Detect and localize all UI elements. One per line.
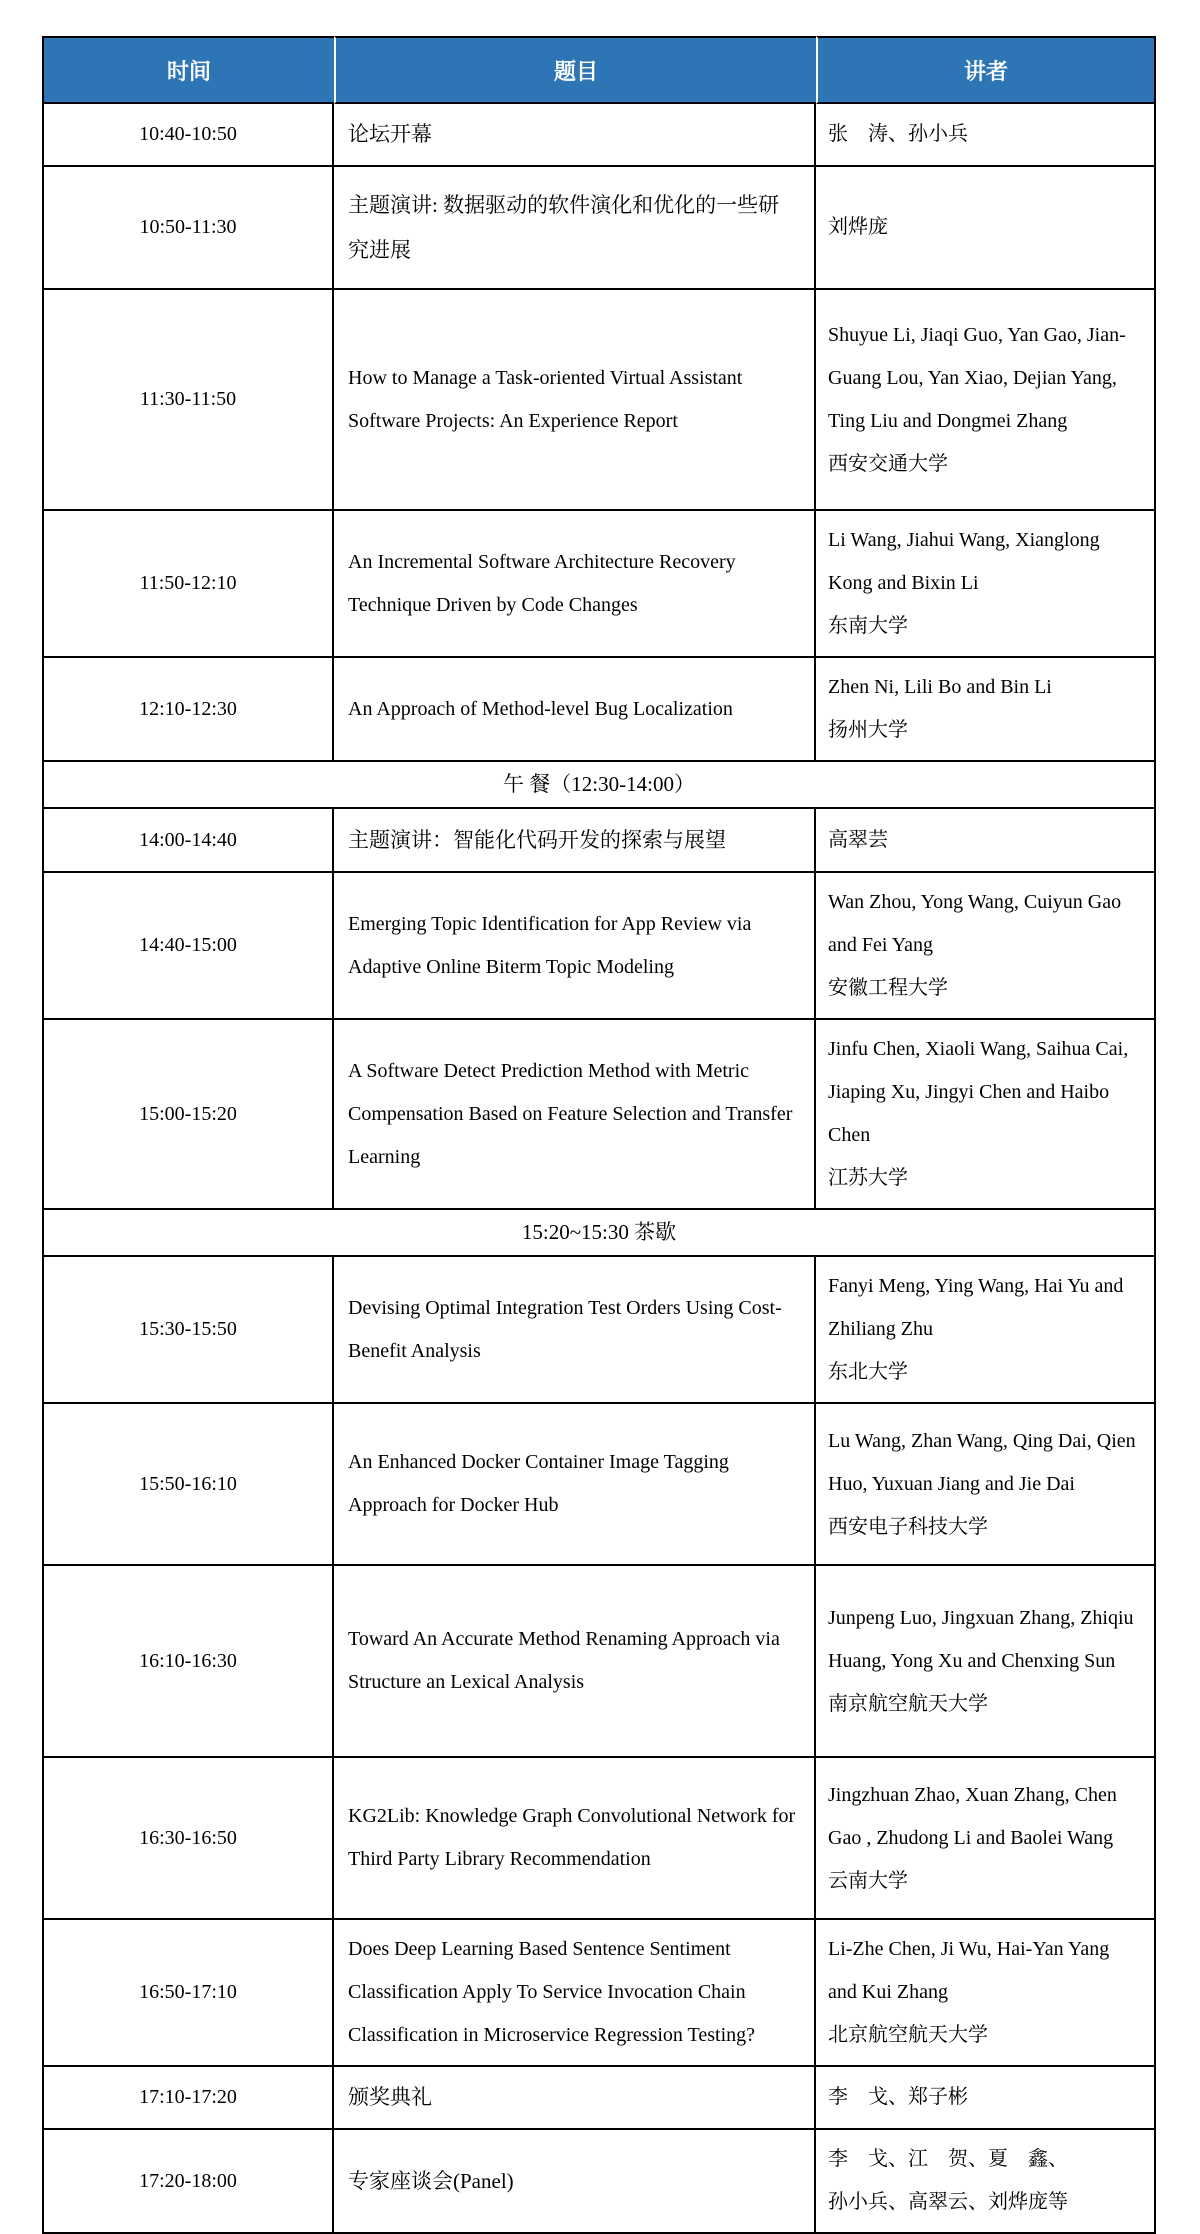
- speaker-names: Li Wang, Jiahui Wang, Xianglong Kong and Bixin Li: [828, 529, 1100, 595]
- time-cell: 17:10-17:20: [42, 2067, 334, 2130]
- time-cell: 12:10-12:30: [42, 658, 334, 762]
- title-cell: An Approach of Method-level Bug Localization: [334, 658, 816, 762]
- session-row: [42, 2130, 1156, 2234]
- time-cell: 15:00-15:20: [42, 1020, 334, 1210]
- schedule-table: [42, 36, 1156, 2234]
- time-cell: 10:50-11:30: [42, 167, 334, 290]
- session-row: [42, 104, 1156, 167]
- speaker-cell: [816, 809, 1156, 873]
- speaker-cell: [816, 167, 1156, 290]
- speaker-affiliation: 江苏大学: [828, 1167, 908, 1190]
- speaker-cell: [816, 658, 1156, 762]
- title-cell: 主题演讲：智能化代码开发的探索与展望: [334, 809, 816, 873]
- speaker-names: Jinfu Chen, Xiaoli Wang, Saihua Cai, Jiaping Xu, Jingyi Chen and Haibo Chen: [828, 1038, 1129, 1147]
- break-label: 午 餐（12:30-14:00）: [42, 762, 1156, 809]
- title-cell: KG2Lib: Knowledge Graph Convolutional Network for Third Party Library Recommendation: [334, 1758, 816, 1920]
- speaker-cell: [816, 1020, 1156, 1210]
- speaker-cell: [816, 2130, 1156, 2234]
- session-row: [42, 1257, 1156, 1404]
- title-cell: A Software Detect Prediction Method with Metric Compensation Based on Feature Selection and Transfer Learning: [334, 1020, 816, 1210]
- session-row: [42, 167, 1156, 290]
- time-cell: 14:40-15:00: [42, 873, 334, 1020]
- title-cell: Does Deep Learning Based Sentence Sentiment Classification Apply To Service Invocation Chain Classification in Microservice Regression Testing?: [334, 1920, 816, 2067]
- session-row: [42, 809, 1156, 873]
- time-cell: 15:50-16:10: [42, 1404, 334, 1566]
- speaker-names: Fanyi Meng, Ying Wang, Hai Yu and Zhiliang Zhu: [828, 1275, 1124, 1341]
- session-row: [42, 511, 1156, 658]
- time-cell: 11:50-12:10: [42, 511, 334, 658]
- session-row: [42, 1404, 1156, 1566]
- title-cell: 论坛开幕: [334, 104, 816, 167]
- title-cell: 颁奖典礼: [334, 2067, 816, 2130]
- speaker-names: Lu Wang, Zhan Wang, Qing Dai, Qien Huo, Yuxuan Jiang and Jie Dai: [828, 1429, 1136, 1495]
- speaker-names: Junpeng Luo, Jingxuan Zhang, Zhiqiu Huang, Yong Xu and Chenxing Sun: [828, 1606, 1134, 1672]
- session-row: [42, 873, 1156, 1020]
- speaker-affiliation: 北京航空航天大学: [828, 2024, 988, 2047]
- speaker-cell: [816, 511, 1156, 658]
- speaker-affiliation: 东南大学: [828, 615, 908, 638]
- time-cell: 15:30-15:50: [42, 1257, 334, 1404]
- break-label: 15:20~15:30 茶歇: [42, 1210, 1156, 1257]
- title-cell: How to Manage a Task-oriented Virtual Assistant Software Projects: An Experience Report: [334, 290, 816, 511]
- speaker-names: Jingzhuan Zhao, Xuan Zhang, Chen Gao , Zhudong Li and Baolei Wang: [828, 1783, 1117, 1849]
- col-header-title: 题目: [334, 36, 816, 104]
- speaker-names: Wan Zhou, Yong Wang, Cuiyun Gao and Fei Yang: [828, 891, 1122, 957]
- title-cell: Toward An Accurate Method Renaming Approach via Structure an Lexical Analysis: [334, 1566, 816, 1758]
- speaker-affiliation: 西安交通大学: [828, 452, 948, 475]
- session-row: [42, 290, 1156, 511]
- session-row: [42, 658, 1156, 762]
- speaker-names: Shuyue Li, Jiaqi Guo, Yan Gao, Jian-Guang Lou, Yan Xiao, Dejian Yang, Ting Liu and Dongmei Zhang: [828, 323, 1126, 432]
- speaker-cell: [816, 873, 1156, 1020]
- title-cell: Emerging Topic Identification for App Review via Adaptive Online Biterm Topic Modeling: [334, 873, 816, 1020]
- speaker-cell: [816, 1257, 1156, 1404]
- speaker-cell: [816, 1920, 1156, 2067]
- speaker-names: 高翠芸: [828, 828, 888, 851]
- speaker-names: 孙小兵、高翠云、刘烨庞等: [828, 2191, 1068, 2214]
- speaker-affiliation: 云南大学: [828, 1869, 908, 1892]
- time-cell: 16:10-16:30: [42, 1566, 334, 1758]
- speaker-affiliation: 西安电子科技大学: [828, 1515, 988, 1538]
- time-cell: 17:20-18:00: [42, 2130, 334, 2234]
- speaker-affiliation: 东北大学: [828, 1361, 908, 1384]
- speaker-names: 张 涛、孙小兵: [828, 123, 968, 146]
- speaker-cell: [816, 1566, 1156, 1758]
- speaker-names: 李 戈、郑子彬: [828, 2086, 968, 2109]
- title-cell: 主题演讲: 数据驱动的软件演化和优化的一些研究进展: [334, 167, 816, 290]
- time-cell: 16:30-16:50: [42, 1758, 334, 1920]
- header-row: [42, 36, 1156, 104]
- session-row: [42, 1020, 1156, 1210]
- title-cell: Devising Optimal Integration Test Orders Using Cost-Benefit Analysis: [334, 1257, 816, 1404]
- speaker-names: 李 戈、江 贺、夏 鑫、: [828, 2148, 1068, 2171]
- time-cell: 10:40-10:50: [42, 104, 334, 167]
- title-cell: An Incremental Software Architecture Recovery Technique Driven by Code Changes: [334, 511, 816, 658]
- speaker-affiliation: 扬州大学: [828, 719, 908, 742]
- speaker-names: 刘烨庞: [828, 216, 888, 239]
- schedule-table-header: [42, 36, 1156, 104]
- time-cell: 16:50-17:10: [42, 1920, 334, 2067]
- speaker-names: Zhen Ni, Lili Bo and Bin Li: [828, 676, 1052, 699]
- col-header-speaker: 讲者: [816, 36, 1156, 104]
- session-row: [42, 1758, 1156, 1920]
- time-cell: 14:00-14:40: [42, 809, 334, 873]
- schedule-table-body: [42, 104, 1156, 2234]
- speaker-cell: [816, 104, 1156, 167]
- speaker-names: Li-Zhe Chen, Ji Wu, Hai-Yan Yang and Kui Zhang: [828, 1938, 1110, 2004]
- break-row: [42, 1210, 1156, 1257]
- break-row: [42, 762, 1156, 809]
- session-row: [42, 2067, 1156, 2130]
- title-cell: 专家座谈会(Panel): [334, 2130, 816, 2234]
- speaker-cell: [816, 2067, 1156, 2130]
- speaker-affiliation: 南京航空航天大学: [828, 1692, 988, 1715]
- speaker-cell: [816, 1758, 1156, 1920]
- speaker-cell: [816, 1404, 1156, 1566]
- title-cell: An Enhanced Docker Container Image Tagging Approach for Docker Hub: [334, 1404, 816, 1566]
- col-header-time: 时间: [42, 36, 334, 104]
- speaker-cell: [816, 290, 1156, 511]
- speaker-affiliation: 安徽工程大学: [828, 977, 948, 1000]
- session-row: [42, 1566, 1156, 1758]
- session-row: [42, 1920, 1156, 2067]
- time-cell: 11:30-11:50: [42, 290, 334, 511]
